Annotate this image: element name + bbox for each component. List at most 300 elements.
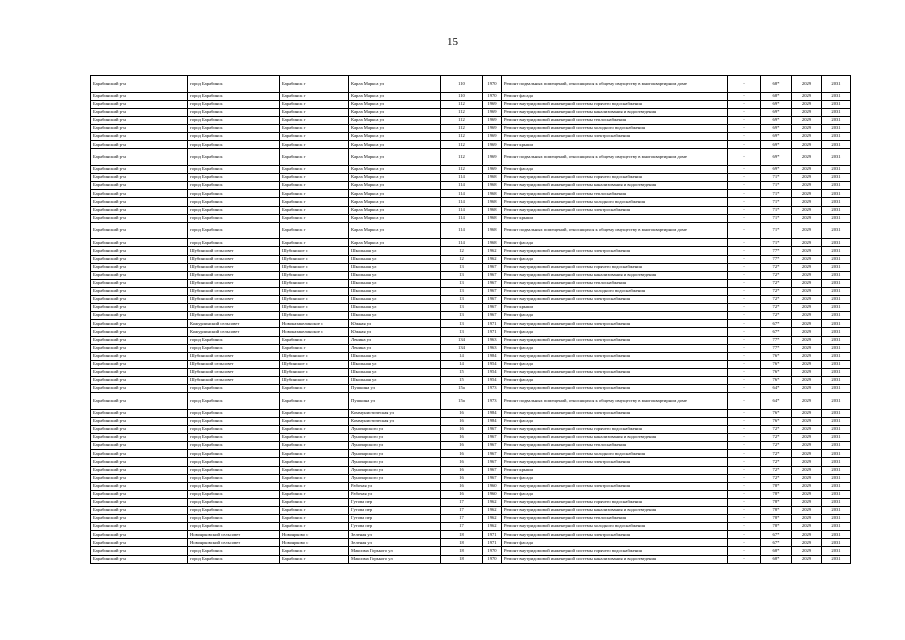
work-type-cell: Ремонт фасада <box>502 344 728 352</box>
house-cell: 112 <box>441 108 483 116</box>
settlement-cell: город Барабинск <box>188 482 280 490</box>
street-cell: Школьная ул <box>349 255 441 263</box>
table-row <box>91 190 851 198</box>
table-row <box>91 474 851 482</box>
table-row <box>91 506 851 514</box>
value-cell: 72* <box>761 458 792 466</box>
table-row <box>91 498 851 506</box>
settlement-cell: город Барабинск <box>188 490 280 498</box>
locality-cell: Новоярково с <box>280 531 349 539</box>
locality-cell: Барабинск г <box>280 555 349 563</box>
street-cell: Школьная ул <box>349 263 441 271</box>
work-type-cell: Ремонт крыши <box>502 466 728 474</box>
locality-cell: Барабинск г <box>280 458 349 466</box>
year-from-cell: 2029 <box>792 539 822 547</box>
year-to-cell: 2031 <box>822 296 851 304</box>
dash-cell: - <box>728 434 761 442</box>
year-cell: 1969 <box>483 116 502 124</box>
district-cell: Барабинский р-н <box>91 368 188 376</box>
year-to-cell: 2031 <box>822 458 851 466</box>
settlement-cell: город Барабинск <box>188 133 280 141</box>
value-cell: 76* <box>761 409 792 417</box>
street-cell: Максима Горького ул <box>349 547 441 555</box>
district-cell: Барабинский р-н <box>91 100 188 108</box>
table-row <box>91 515 851 523</box>
street-cell: Школьная ул <box>349 368 441 376</box>
year-to-cell: 2031 <box>822 336 851 344</box>
street-cell: Гутова пер <box>349 506 441 514</box>
settlement-cell: Шубинский сельсовет <box>188 296 280 304</box>
dash-cell: - <box>728 450 761 458</box>
dash-cell: - <box>728 222 761 239</box>
dash-cell: - <box>728 255 761 263</box>
table-row <box>91 247 851 255</box>
table-row <box>91 320 851 328</box>
year-cell: 1984 <box>483 417 502 425</box>
house-cell: 13 <box>441 296 483 304</box>
year-to-cell: 2031 <box>822 352 851 360</box>
locality-cell: Барабинск г <box>280 417 349 425</box>
value-cell: 78* <box>761 490 792 498</box>
locality-cell: Шубинское с <box>280 287 349 295</box>
work-type-cell: Ремонт внутридомовой инженерной системы холодного водоснабжения <box>502 125 728 133</box>
year-to-cell: 2031 <box>822 239 851 247</box>
year-cell: 1967 <box>483 296 502 304</box>
district-cell: Барабинский р-н <box>91 417 188 425</box>
locality-cell: Барабинск г <box>280 506 349 514</box>
table-row <box>91 360 851 368</box>
work-type-cell: Ремонт внутридомовой инженерной системы электроснабжения <box>502 320 728 328</box>
year-cell: 1968 <box>483 198 502 206</box>
dash-cell: - <box>728 108 761 116</box>
house-cell: 13 <box>441 312 483 320</box>
table-row <box>91 547 851 555</box>
locality-cell: Барабинск г <box>280 336 349 344</box>
year-to-cell: 2031 <box>822 417 851 425</box>
district-cell: Барабинский р-н <box>91 498 188 506</box>
district-cell: Барабинский р-н <box>91 336 188 344</box>
settlement-cell: Новоярковский сельсовет <box>188 539 280 547</box>
house-cell: 114 <box>441 222 483 239</box>
house-cell: 13 <box>441 263 483 271</box>
dash-cell: - <box>728 279 761 287</box>
locality-cell: Шубинское с <box>280 360 349 368</box>
table-row <box>91 279 851 287</box>
work-type-cell: Ремонт внутридомовой инженерной системы горячего водоснабжения <box>502 174 728 182</box>
year-cell: 1962 <box>483 498 502 506</box>
year-to-cell: 2031 <box>822 149 851 166</box>
year-from-cell: 2029 <box>792 474 822 482</box>
year-from-cell: 2029 <box>792 312 822 320</box>
street-cell: Карла Маркса ул <box>349 222 441 239</box>
settlement-cell: город Барабинск <box>188 458 280 466</box>
table-row <box>91 133 851 141</box>
table-row <box>91 100 851 108</box>
value-cell: 71* <box>761 174 792 182</box>
table-row <box>91 466 851 474</box>
year-cell: 1968 <box>483 239 502 247</box>
year-cell: 1967 <box>483 304 502 312</box>
value-cell: 76* <box>761 352 792 360</box>
street-cell: Карла Маркса ул <box>349 100 441 108</box>
settlement-cell: город Барабинск <box>188 116 280 124</box>
district-cell: Барабинский р-н <box>91 450 188 458</box>
district-cell: Барабинский р-н <box>91 149 188 166</box>
year-from-cell: 2029 <box>792 125 822 133</box>
year-from-cell: 2029 <box>792 426 822 434</box>
dash-cell: - <box>728 149 761 166</box>
street-cell: Школьная ул <box>349 271 441 279</box>
street-cell: Карла Маркса ул <box>349 108 441 116</box>
value-cell: 78* <box>761 523 792 531</box>
value-cell: 67* <box>761 328 792 336</box>
street-cell: Карла Маркса ул <box>349 76 441 93</box>
year-from-cell: 2029 <box>792 239 822 247</box>
table-row <box>91 271 851 279</box>
settlement-cell: город Барабинск <box>188 385 280 393</box>
work-type-cell: Ремонт внутридомовой инженерной системы канализования и водоотведения <box>502 271 728 279</box>
year-from-cell: 2029 <box>792 458 822 466</box>
work-type-cell: Ремонт подвальных помещений, относящихся к общему имуществу в многоквартирном доме <box>502 222 728 239</box>
table-row <box>91 409 851 417</box>
work-type-cell: Ремонт фасада <box>502 417 728 425</box>
house-cell: 17 <box>441 498 483 506</box>
table-row <box>91 125 851 133</box>
value-cell: 72* <box>761 434 792 442</box>
work-type-cell: Ремонт внутридомовой инженерной системы горячего водоснабжения <box>502 547 728 555</box>
work-type-cell: Ремонт внутридомовой инженерной системы электроснабжения <box>502 206 728 214</box>
dash-cell: - <box>728 239 761 247</box>
locality-cell: Барабинск г <box>280 426 349 434</box>
value-cell: 78* <box>761 498 792 506</box>
work-type-cell: Ремонт внутридомовой инженерной системы канализования и водоотведения <box>502 182 728 190</box>
dash-cell: - <box>728 206 761 214</box>
dash-cell: - <box>728 182 761 190</box>
work-type-cell: Ремонт фасада <box>502 539 728 547</box>
locality-cell: Шубинское с <box>280 304 349 312</box>
dash-cell: - <box>728 506 761 514</box>
house-cell: 16 <box>441 417 483 425</box>
settlement-cell: город Барабинск <box>188 92 280 100</box>
locality-cell: Барабинск г <box>280 214 349 222</box>
value-cell: 77* <box>761 247 792 255</box>
district-cell: Барабинский р-н <box>91 206 188 214</box>
year-from-cell: 2029 <box>792 76 822 93</box>
work-type-cell: Ремонт подвальных помещений, относящихся к общему имуществу в многоквартирном доме <box>502 149 728 166</box>
year-to-cell: 2031 <box>822 466 851 474</box>
year-cell: 1971 <box>483 539 502 547</box>
street-cell: Ленина ул <box>349 344 441 352</box>
value-cell: 68* <box>761 555 792 563</box>
year-cell: 1969 <box>483 133 502 141</box>
work-type-cell: Ремонт внутридомовой инженерной системы теплоснабжения <box>502 190 728 198</box>
table-row <box>91 555 851 563</box>
district-cell: Барабинский р-н <box>91 515 188 523</box>
work-type-cell: Ремонт внутридомовой инженерной системы канализования и водоотведения <box>502 506 728 514</box>
value-cell: 72* <box>761 304 792 312</box>
table-row <box>91 336 851 344</box>
dash-cell: - <box>728 133 761 141</box>
district-cell: Барабинский р-н <box>91 506 188 514</box>
year-cell: 1967 <box>483 434 502 442</box>
locality-cell: Барабинск г <box>280 393 349 410</box>
year-from-cell: 2029 <box>792 506 822 514</box>
year-cell: 1971 <box>483 328 502 336</box>
year-to-cell: 2031 <box>822 108 851 116</box>
locality-cell: Шубинское с <box>280 296 349 304</box>
work-type-cell: Ремонт внутридомовой инженерной системы электроснабжения <box>502 336 728 344</box>
settlement-cell: Шубинский сельсовет <box>188 279 280 287</box>
locality-cell: Барабинск г <box>280 198 349 206</box>
value-cell: 72* <box>761 296 792 304</box>
district-cell: Барабинский р-н <box>91 360 188 368</box>
year-to-cell: 2031 <box>822 255 851 263</box>
year-cell: 1968 <box>483 222 502 239</box>
year-to-cell: 2031 <box>822 409 851 417</box>
value-cell: 72* <box>761 442 792 450</box>
work-type-cell: Ремонт внутридомовой инженерной системы канализования и водоотведения <box>502 434 728 442</box>
dash-cell: - <box>728 214 761 222</box>
street-cell: Карла Маркса ул <box>349 141 441 149</box>
year-cell: 1969 <box>483 149 502 166</box>
street-cell: Школьная ул <box>349 296 441 304</box>
dash-cell: - <box>728 482 761 490</box>
dash-cell: - <box>728 76 761 93</box>
year-from-cell: 2029 <box>792 222 822 239</box>
house-cell: 18 <box>441 547 483 555</box>
year-to-cell: 2031 <box>822 76 851 93</box>
district-cell: Барабинский р-н <box>91 376 188 384</box>
dash-cell: - <box>728 141 761 149</box>
settlement-cell: город Барабинск <box>188 336 280 344</box>
house-cell: 13 <box>441 279 483 287</box>
work-type-cell: Ремонт фасада <box>502 360 728 368</box>
house-cell: 14 <box>441 352 483 360</box>
house-cell: 12 <box>441 247 483 255</box>
district-cell: Барабинский р-н <box>91 304 188 312</box>
house-cell: 114 <box>441 174 483 182</box>
district-cell: Барабинский р-н <box>91 76 188 93</box>
house-cell: 16 <box>441 442 483 450</box>
year-to-cell: 2031 <box>822 539 851 547</box>
year-cell: 1969 <box>483 108 502 116</box>
dash-cell: - <box>728 523 761 531</box>
house-cell: 114 <box>441 190 483 198</box>
year-from-cell: 2029 <box>792 555 822 563</box>
year-cell: 1954 <box>483 368 502 376</box>
settlement-cell: Шубинский сельсовет <box>188 247 280 255</box>
house-cell: 14 <box>441 360 483 368</box>
year-from-cell: 2029 <box>792 442 822 450</box>
table-row <box>91 312 851 320</box>
house-cell: 13 <box>441 320 483 328</box>
district-cell: Барабинский р-н <box>91 108 188 116</box>
dash-cell: - <box>728 116 761 124</box>
street-cell: Пушкина ул <box>349 393 441 410</box>
house-cell: 114 <box>441 239 483 247</box>
year-to-cell: 2031 <box>822 279 851 287</box>
work-type-cell: Ремонт фасада <box>502 474 728 482</box>
settlement-cell: город Барабинск <box>188 206 280 214</box>
district-cell: Барабинский р-н <box>91 198 188 206</box>
work-type-cell: Ремонт внутридомовой инженерной системы электроснабжения <box>502 352 728 360</box>
district-cell: Барабинский р-н <box>91 271 188 279</box>
year-cell: 1967 <box>483 458 502 466</box>
table-row <box>91 108 851 116</box>
year-from-cell: 2029 <box>792 133 822 141</box>
work-type-cell: Ремонт внутридомовой инженерной системы горячего водоснабжения <box>502 426 728 434</box>
value-cell: 67* <box>761 539 792 547</box>
year-cell: 1960 <box>483 482 502 490</box>
street-cell: Карла Маркса ул <box>349 133 441 141</box>
settlement-cell: город Барабинск <box>188 344 280 352</box>
year-to-cell: 2031 <box>822 198 851 206</box>
settlement-cell: город Барабинск <box>188 442 280 450</box>
dash-cell: - <box>728 198 761 206</box>
district-cell: Барабинский р-н <box>91 328 188 336</box>
district-cell: Барабинский р-н <box>91 490 188 498</box>
year-cell: 1973 <box>483 393 502 410</box>
year-to-cell: 2031 <box>822 368 851 376</box>
house-cell: 112 <box>441 116 483 124</box>
year-cell: 1969 <box>483 141 502 149</box>
house-cell: 18 <box>441 539 483 547</box>
value-cell: 69* <box>761 125 792 133</box>
district-cell: Барабинский р-н <box>91 426 188 434</box>
dash-cell: - <box>728 539 761 547</box>
value-cell: 77* <box>761 344 792 352</box>
dash-cell: - <box>728 385 761 393</box>
district-cell: Барабинский р-н <box>91 133 188 141</box>
value-cell: 76* <box>761 360 792 368</box>
dash-cell: - <box>728 393 761 410</box>
work-type-cell: Ремонт внутридомовой инженерной системы электроснабжения <box>502 482 728 490</box>
settlement-cell: Новоярковский сельсовет <box>188 531 280 539</box>
year-from-cell: 2029 <box>792 490 822 498</box>
dash-cell: - <box>728 328 761 336</box>
settlement-cell: город Барабинск <box>188 393 280 410</box>
year-from-cell: 2029 <box>792 450 822 458</box>
district-cell: Барабинский р-н <box>91 547 188 555</box>
settlement-cell: город Барабинск <box>188 174 280 182</box>
settlement-cell: город Барабинск <box>188 523 280 531</box>
value-cell: 72* <box>761 474 792 482</box>
value-cell: 72* <box>761 271 792 279</box>
value-cell: 78* <box>761 482 792 490</box>
work-type-cell: Ремонт фасада <box>502 490 728 498</box>
year-to-cell: 2031 <box>822 426 851 434</box>
table-row <box>91 263 851 271</box>
year-to-cell: 2031 <box>822 304 851 312</box>
value-cell: 67* <box>761 320 792 328</box>
year-to-cell: 2031 <box>822 141 851 149</box>
dash-cell: - <box>728 368 761 376</box>
locality-cell: Барабинск г <box>280 450 349 458</box>
year-to-cell: 2031 <box>822 498 851 506</box>
capital-repair-table <box>90 75 851 564</box>
year-from-cell: 2029 <box>792 149 822 166</box>
house-cell: 110 <box>441 92 483 100</box>
settlement-cell: город Барабинск <box>188 239 280 247</box>
district-cell: Барабинский р-н <box>91 214 188 222</box>
table-row <box>91 328 851 336</box>
district-cell: Барабинский р-н <box>91 393 188 410</box>
dash-cell: - <box>728 498 761 506</box>
table-row <box>91 222 851 239</box>
work-type-cell: Ремонт внутридомовой инженерной системы электроснабжения <box>502 368 728 376</box>
year-from-cell: 2029 <box>792 385 822 393</box>
year-cell: 1962 <box>483 506 502 514</box>
value-cell: 69* <box>761 166 792 174</box>
locality-cell: Шубинское с <box>280 376 349 384</box>
street-cell: Карла Маркса ул <box>349 166 441 174</box>
locality-cell: Барабинск г <box>280 498 349 506</box>
locality-cell: Барабинск г <box>280 125 349 133</box>
year-from-cell: 2029 <box>792 434 822 442</box>
locality-cell: Барабинск г <box>280 344 349 352</box>
year-to-cell: 2031 <box>822 287 851 295</box>
street-cell: Зеленая ул <box>349 531 441 539</box>
district-cell: Барабинский р-н <box>91 409 188 417</box>
house-cell: 16 <box>441 490 483 498</box>
year-to-cell: 2031 <box>822 482 851 490</box>
dash-cell: - <box>728 287 761 295</box>
year-cell: 1954 <box>483 376 502 384</box>
work-type-cell: Ремонт внутридомовой инженерной системы холодного водоснабжения <box>502 198 728 206</box>
table-row <box>91 182 851 190</box>
year-to-cell: 2031 <box>822 523 851 531</box>
dash-cell: - <box>728 442 761 450</box>
house-cell: 16 <box>441 434 483 442</box>
dash-cell: - <box>728 166 761 174</box>
settlement-cell: город Барабинск <box>188 149 280 166</box>
street-cell: Карла Маркса ул <box>349 198 441 206</box>
dash-cell: - <box>728 312 761 320</box>
year-from-cell: 2029 <box>792 320 822 328</box>
settlement-cell: город Барабинск <box>188 182 280 190</box>
year-cell: 1963 <box>483 336 502 344</box>
settlement-cell: город Барабинск <box>188 506 280 514</box>
district-cell: Барабинский р-н <box>91 287 188 295</box>
dash-cell: - <box>728 100 761 108</box>
year-to-cell: 2031 <box>822 360 851 368</box>
work-type-cell: Ремонт внутридомовой инженерной системы горячего водоснабжения <box>502 263 728 271</box>
street-cell: Ленина ул <box>349 336 441 344</box>
year-from-cell: 2029 <box>792 92 822 100</box>
value-cell: 69* <box>761 116 792 124</box>
settlement-cell: город Барабинск <box>188 498 280 506</box>
settlement-cell: город Барабинск <box>188 76 280 93</box>
value-cell: 72* <box>761 263 792 271</box>
house-cell: 112 <box>441 166 483 174</box>
year-to-cell: 2031 <box>822 344 851 352</box>
year-to-cell: 2031 <box>822 531 851 539</box>
locality-cell: Барабинск г <box>280 222 349 239</box>
value-cell: 72* <box>761 426 792 434</box>
house-cell: 112 <box>441 125 483 133</box>
year-from-cell: 2029 <box>792 515 822 523</box>
table-row <box>91 442 851 450</box>
locality-cell: Барабинск г <box>280 409 349 417</box>
year-cell: 1967 <box>483 312 502 320</box>
year-to-cell: 2031 <box>822 312 851 320</box>
year-from-cell: 2029 <box>792 141 822 149</box>
year-to-cell: 2031 <box>822 263 851 271</box>
district-cell: Барабинский р-н <box>91 247 188 255</box>
district-cell: Барабинский р-н <box>91 320 188 328</box>
work-type-cell: Ремонт подвальных помещений, относящихся к общему имуществу в многоквартирном доме <box>502 393 728 410</box>
dash-cell: - <box>728 458 761 466</box>
